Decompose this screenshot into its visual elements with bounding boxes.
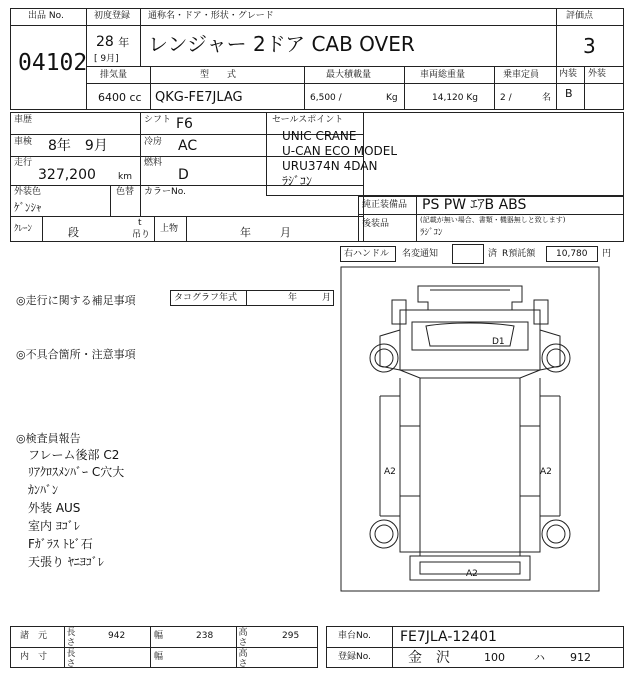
- load-unit: Kg: [386, 93, 398, 103]
- driving-notes-label: ◎走行に関する補足事項: [16, 294, 136, 307]
- interior-grade-label: 内装: [559, 69, 578, 79]
- first-reg-month: [ 9月]: [94, 54, 119, 64]
- capacity-label: 乗車定員: [503, 70, 540, 80]
- defect-notes-label: ◎不具合箇所・注意事項: [16, 348, 136, 361]
- crane-label: ｸﾚｰﾝ: [14, 224, 33, 234]
- length-value: 942: [108, 631, 126, 641]
- recycle-unit: 円: [602, 249, 612, 259]
- lot-number: 04102: [18, 50, 88, 76]
- sales-points-label: セールスポイント: [272, 115, 344, 125]
- aftermarket-note: (記載が無い場合、書類・機器無しと致します): [420, 216, 566, 224]
- name-label: 通称名・ドア・形状・グレード: [148, 11, 274, 21]
- reg-number: 912: [570, 651, 591, 664]
- recycle-mark: 済: [488, 249, 498, 259]
- width-value: 238: [196, 631, 214, 641]
- sales-point-line: ﾗｼﾞｺﾝ: [282, 174, 313, 188]
- chassis-value: FE7JLA-12401: [400, 629, 497, 645]
- inspector-report-label: ◎検査員報告: [16, 432, 81, 445]
- model-value: QKG-FE7JLAG: [155, 90, 243, 105]
- tachograph-label: タコグラフ年式: [174, 293, 238, 303]
- capacity-unit: 名: [542, 93, 552, 103]
- displacement-value: 6400 cc: [98, 91, 142, 104]
- mark-a2-left: A2: [384, 467, 396, 477]
- crane-ton: t: [138, 218, 142, 228]
- aftermarket-label: 後装品: [362, 219, 390, 229]
- inspector-line: ﾘｱｸﾛｽﾒﾝﾊﾞｰ C穴大: [28, 465, 125, 479]
- tachograph-year: 年: [288, 293, 298, 303]
- chassis-label: 車台No.: [338, 631, 371, 641]
- fuel-label: 燃料: [144, 158, 163, 168]
- inspector-line: 室内 ﾖｺﾞﾚ: [28, 519, 80, 533]
- sales-point-line: U-CAN ECO MODEL: [282, 144, 398, 158]
- first-reg-year: 28 年: [96, 34, 130, 50]
- tachograph-month: 月: [322, 293, 332, 303]
- gross-value: 14,120 Kg: [432, 93, 478, 103]
- crane-stage: 段: [68, 226, 79, 239]
- upper-month: 月: [280, 226, 291, 239]
- mileage-value: 327,200: [38, 167, 96, 183]
- dims-label: 諸 元: [20, 631, 48, 641]
- length-label: 長さ: [66, 628, 76, 648]
- upper-year: 年: [240, 226, 251, 239]
- color-change-label: 色替: [116, 187, 135, 197]
- truck-damage-diagram: [340, 266, 600, 592]
- displacement-label: 排気量: [100, 70, 128, 80]
- ac-value: AC: [178, 138, 198, 154]
- in-width-label: 幅: [154, 652, 164, 662]
- name-change-box: [452, 244, 484, 264]
- shift-value: F6: [176, 116, 193, 132]
- load-label: 最大積載量: [326, 70, 372, 80]
- in-height-label: 高さ: [238, 649, 248, 669]
- grade-label: 評価点: [566, 11, 594, 21]
- mark-a2-rear: A2: [466, 569, 478, 579]
- crane-lift: 吊り: [132, 230, 151, 240]
- inspector-line: フレーム後部 C2: [28, 448, 120, 462]
- rhd-label: 右ハンドル: [344, 249, 390, 259]
- exterior-grade-label: 外装: [588, 69, 607, 79]
- color-label: 外装色: [14, 187, 42, 197]
- aftermarket-value: ﾗｼﾞｺﾝ: [420, 228, 443, 238]
- ac-label: 冷房: [144, 137, 163, 147]
- car-name: レンジャー 2ドア CAB OVER: [148, 32, 415, 56]
- gross-label: 車両総重量: [420, 70, 466, 80]
- mileage-label: 走行: [14, 158, 33, 168]
- fuel-value: D: [178, 167, 189, 183]
- capacity-value: 2 /: [500, 93, 512, 103]
- lot-label: 出品 No.: [28, 11, 64, 21]
- load-value: 6,500 /: [310, 93, 342, 103]
- inspection-label: 車検: [14, 137, 33, 147]
- inspector-line: ｶﾝﾊﾞﾝ: [28, 483, 59, 497]
- inspector-line: 天張り ﾔﾆﾖｺﾞﾚ: [28, 555, 104, 569]
- inspection-value: 8年 9月: [48, 138, 108, 154]
- upper-label: 上物: [160, 224, 179, 234]
- history-label: 車歴: [14, 115, 33, 125]
- interior-grade-value: B: [565, 87, 573, 100]
- shift-label: シフト: [144, 115, 172, 125]
- reg-label: 登録No.: [338, 652, 371, 662]
- height-value: 295: [282, 631, 300, 641]
- reg-area: 金 沢: [408, 650, 450, 666]
- inspector-line: Fｶﾞﾗｽ ﾄﾋﾞ石: [28, 537, 93, 551]
- mileage-unit: km: [118, 172, 132, 182]
- recycle-label: R預託額: [502, 249, 536, 259]
- model-label: 型 式: [200, 70, 237, 80]
- equipment-value: PS PW ｴｱB ABS: [422, 197, 527, 213]
- mark-a2-right: A2: [540, 467, 552, 477]
- sales-point-line: URU374N 4DAN: [282, 159, 378, 173]
- reg-kana: ハ: [534, 651, 545, 664]
- inspector-line: 外装 AUS: [28, 501, 81, 515]
- in-length-label: 長さ: [66, 649, 76, 669]
- name-change-label: 名変通知: [402, 249, 439, 259]
- grade-value: 3: [583, 34, 596, 58]
- color-value: ｹﾞﾝｼｬ: [14, 201, 42, 214]
- color-code-label: カラーNo.: [144, 187, 186, 197]
- sales-point-line: UNIC CRANE: [282, 129, 357, 143]
- equipment-label: 純正装備品: [362, 200, 408, 210]
- recycle-amount: 10,780: [556, 249, 588, 259]
- width-label: 幅: [154, 631, 164, 641]
- interior-dims-label: 内 寸: [20, 652, 48, 662]
- reg-class: 100: [484, 651, 505, 664]
- height-label: 高さ: [238, 628, 248, 648]
- first-reg-label: 初度登録: [94, 11, 131, 21]
- mark-d1: D1: [492, 337, 505, 347]
